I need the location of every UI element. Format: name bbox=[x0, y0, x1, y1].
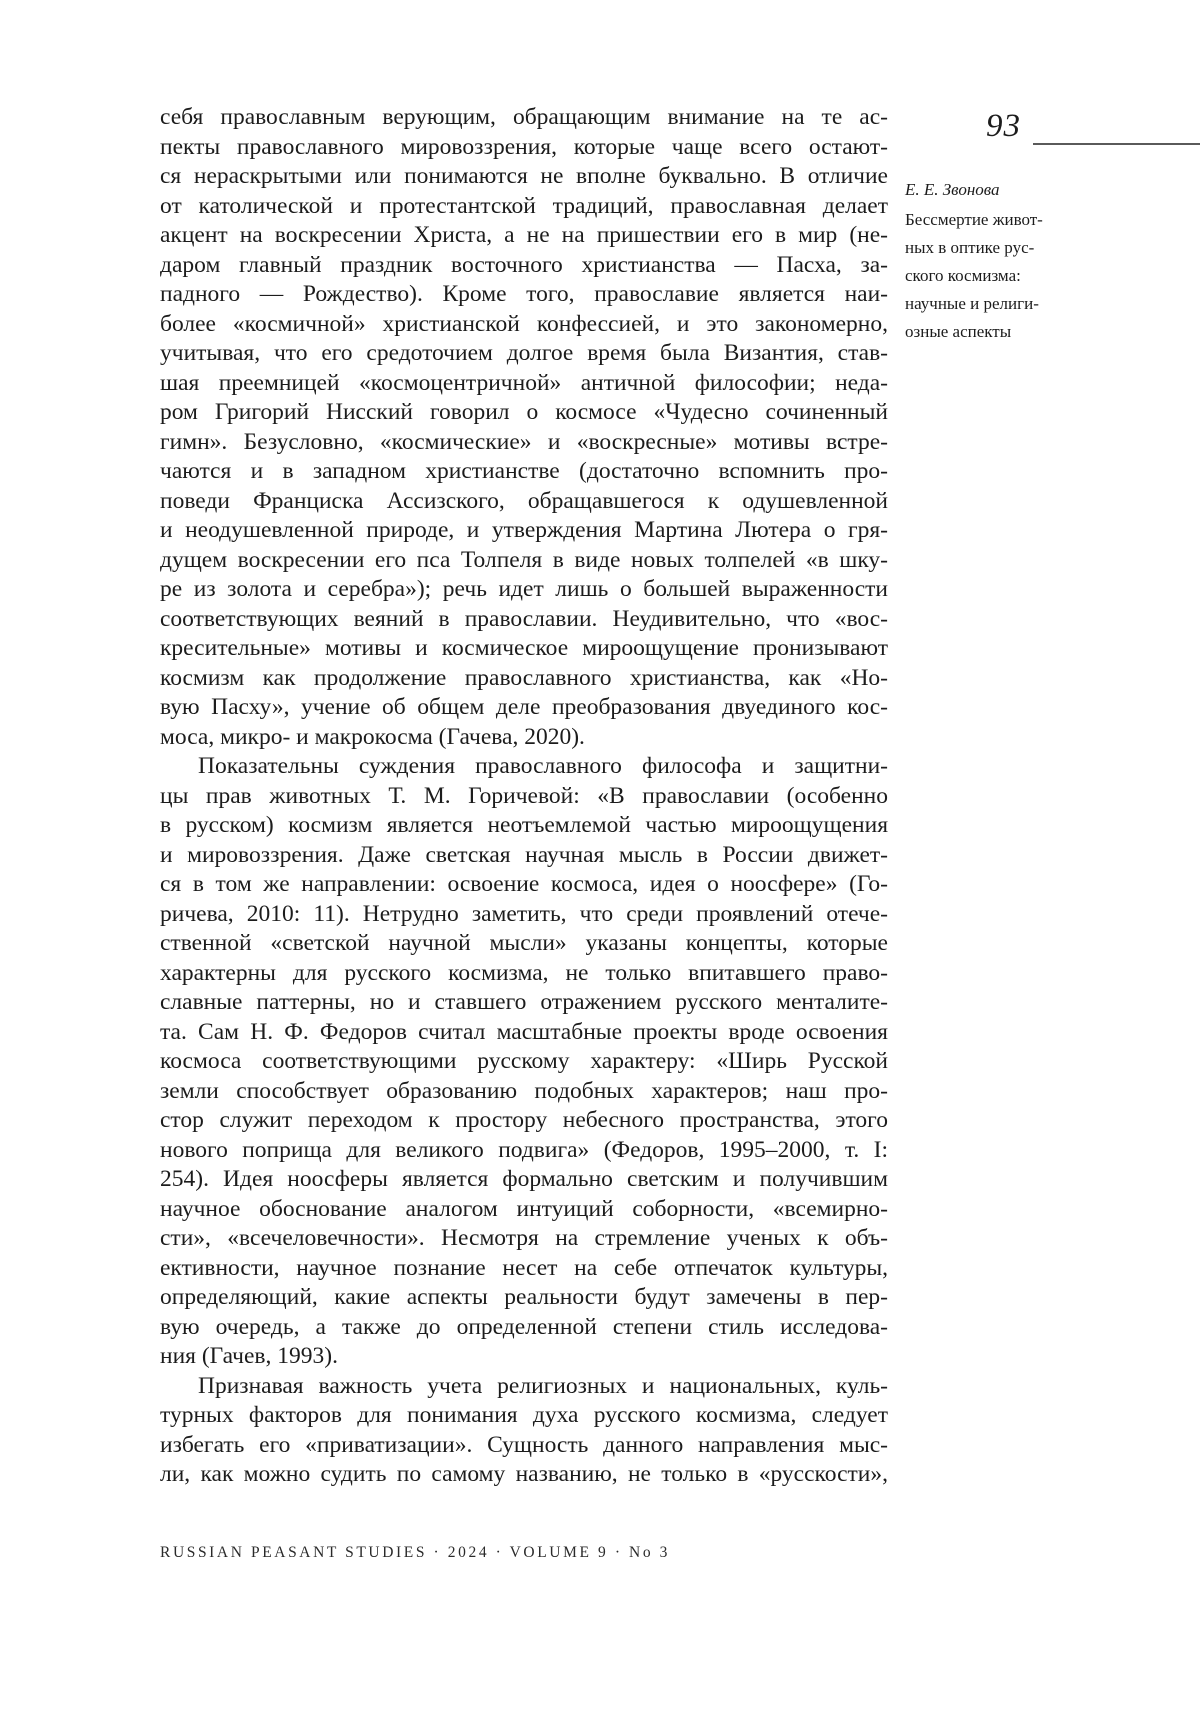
text-line: падного — Рождество). Кроме того, православие является наи- bbox=[160, 281, 888, 307]
text-line: ся в том же направлении: освоение космоса, идея о ноосфере» (Го- bbox=[160, 871, 888, 897]
text-line: сти», «всечеловечности». Несмотря на стремление ученых к объ- bbox=[160, 1225, 888, 1251]
text-line: 254). Идея ноосферы является формально светским и получившим bbox=[160, 1166, 888, 1192]
text-line: ричева, 2010: 11). Нетрудно заметить, что среди проявлений отече- bbox=[160, 900, 888, 927]
text-line: ли, как можно судить по самому названию, не только в «русскости», bbox=[160, 1461, 888, 1487]
text-line: космизм как продолжение православного христианства, как «Но- bbox=[160, 664, 888, 691]
text-line: определяющий, какие аспекты реальности будут замечены в пер- bbox=[160, 1284, 888, 1310]
text-line: кресительные» мотивы и космическое мироощущение пронизывают bbox=[160, 635, 888, 661]
text-line: космоса соответствующими русскому характеру: «Ширь Русской bbox=[160, 1048, 888, 1074]
article-title-line: озные аспекты bbox=[905, 322, 1012, 341]
text-line: более «космичной» христианской конфессией, и это закономерно, bbox=[160, 310, 888, 337]
text-line: от католической и протестантской традиций, православная делает bbox=[160, 192, 888, 219]
text-line: характерны для русского космизма, не только впитавшего право- bbox=[160, 959, 888, 986]
text-line: турных факторов для понимания духа русского космизма, следует bbox=[160, 1402, 888, 1428]
text-line: чаются и в западном христианстве (достаточно вспомнить про- bbox=[160, 458, 888, 484]
text-line: пекты православного мировоззрения, которые чаще всего остают- bbox=[160, 133, 888, 160]
text-line: ективности, научное познание несет на себе отпечаток культуры, bbox=[160, 1254, 888, 1281]
text-line: соответствующих веяний в православии. Неудивительно, что «вос- bbox=[160, 605, 888, 632]
text-line: славные паттерны, но и ставшего отражением русского менталите- bbox=[160, 989, 888, 1015]
text-line: ся нераскрытыми или понимаются не вполне буквально. В отличие bbox=[160, 163, 888, 189]
article-title-line: ского космизма: bbox=[905, 266, 1021, 285]
text-line: себя православным верующим, обращающим внимание на те ас- bbox=[160, 104, 888, 130]
text-line: ре из золота и серебра»); речь идет лишь о большей выраженности bbox=[160, 576, 888, 602]
text-line: нового поприща для великого подвига» (Федоров, 1995–2000, т. I: bbox=[160, 1136, 888, 1163]
text-line: и неодушевленной природе, и утверждения Мартина Лютера о гря- bbox=[160, 517, 888, 543]
text-line: ния (Гачев, 1993). bbox=[160, 1343, 338, 1369]
text-line: гимн». Безусловно, «космические» и «воскресные» мотивы встре- bbox=[160, 428, 888, 455]
text-line: стор служит переходом к простору небесного пространства, этого bbox=[160, 1107, 888, 1133]
text-line: вую очередь, а также до определенной степени стиль исследова- bbox=[160, 1313, 888, 1340]
page-number: 93 bbox=[986, 108, 1021, 144]
article-title-line: научные и религи- bbox=[905, 294, 1039, 313]
author-name: Е. Е. Звонова bbox=[905, 180, 1000, 199]
text-line: поведи Франциска Ассизского, обращавшегося к одушевленной bbox=[160, 487, 888, 514]
text-line: ственной «светской научной мысли» указаны концепты, которые bbox=[160, 930, 888, 956]
text-line: даром главный праздник восточного христианства — Пасха, за- bbox=[160, 251, 888, 278]
header-rule bbox=[1033, 143, 1200, 145]
article-title-line: Бессмертие живот- bbox=[905, 210, 1043, 229]
text-line: та. Сам Н. Ф. Федоров считал масштабные проекты вроде освоения bbox=[160, 1018, 888, 1045]
text-line: вую Пасху», учение об общем деле преобразования двуединого кос- bbox=[160, 694, 888, 720]
text-line: учитывая, что его средоточием долгое время была Византия, став- bbox=[160, 340, 888, 366]
text-line: ром Григорий Нисский говорил о космосе «Чудесно сочиненный bbox=[160, 399, 888, 425]
text-line: дущем воскресении его пса Толпеля в виде новых толпелей «в шку- bbox=[160, 546, 888, 573]
text-line: в русском) космизм является неотъемлемой частью мироощущения bbox=[160, 812, 888, 838]
text-line: моса, микро- и макрокосма (Гачева, 2020). bbox=[160, 723, 585, 750]
text-line: избегать его «приватизации». Сущность данного направления мыс- bbox=[160, 1431, 888, 1458]
text-line: Признавая важность учета религиозных и национальных, куль- bbox=[198, 1372, 888, 1399]
text-line: акцент на воскресении Христа, а не на пришествии его в мир (не- bbox=[160, 222, 888, 248]
text-line: научное обоснование аналогом интуиций соборности, «всемирно- bbox=[160, 1195, 888, 1222]
text-line: Показательны суждения православного философа и защитни- bbox=[198, 753, 888, 779]
text-line: и мировоззрения. Даже светская научная мысль в России движет- bbox=[160, 841, 888, 868]
text-line: шая преемницей «космоцентричной» античной философии; неда- bbox=[160, 369, 888, 396]
article-title-line: ных в оптике рус- bbox=[905, 238, 1035, 257]
sidebar-article-info bbox=[905, 176, 1115, 346]
text-line: цы прав животных Т. М. Горичевой: «В православии (особенно bbox=[160, 782, 888, 809]
article-body bbox=[160, 103, 888, 1490]
journal-footer: RUSSIAN PEASANT STUDIES · 2024 · VOLUME 9 · No 3 bbox=[160, 1544, 671, 1561]
text-line: земли способствует образованию подобных характеров; наш про- bbox=[160, 1077, 888, 1104]
